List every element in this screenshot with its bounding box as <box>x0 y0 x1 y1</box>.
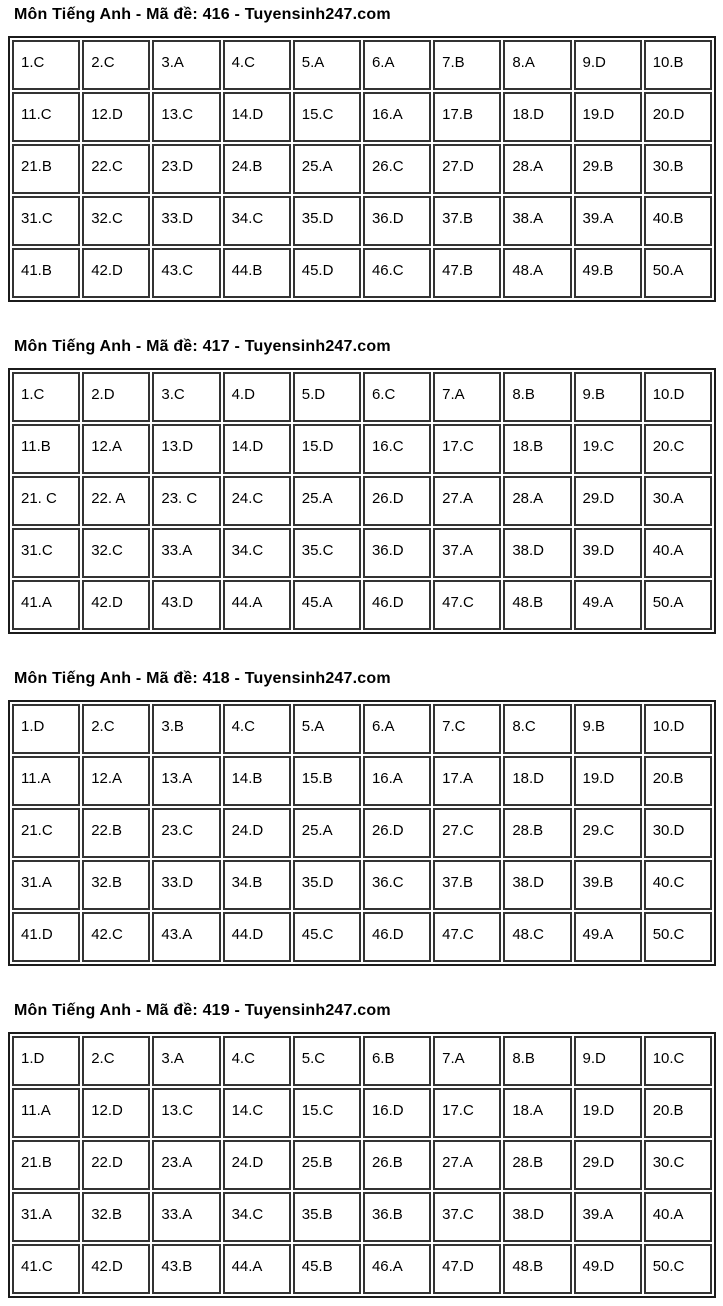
answer-cell: 15.C <box>293 92 361 142</box>
answer-cell: 50.C <box>644 1244 712 1294</box>
answer-cell: 26.C <box>363 144 431 194</box>
answer-cell: 48.C <box>503 912 571 962</box>
answer-cell: 34.C <box>223 528 291 578</box>
table-row <box>12 196 712 246</box>
section-title: Môn Tiếng Anh - Mã đề: 416 - Tuyensinh247.com <box>14 6 391 23</box>
answer-cell: 32.C <box>82 196 150 246</box>
answer-cell: 36.C <box>363 860 431 910</box>
answer-cell: 21. C <box>12 476 80 526</box>
answer-cell: 1.C <box>12 40 80 90</box>
answer-cell: 7.A <box>433 1036 501 1086</box>
answer-cell: 2.D <box>82 372 150 422</box>
answer-cell: 45.D <box>293 248 361 298</box>
section-title: Môn Tiếng Anh - Mã đề: 418 - Tuyensinh247.com <box>14 670 391 687</box>
table-row <box>12 860 712 910</box>
answer-cell: 32.B <box>82 860 150 910</box>
answer-table <box>8 700 716 966</box>
answer-cell: 42.C <box>82 912 150 962</box>
answer-cell: 7.A <box>433 372 501 422</box>
answer-cell: 35.D <box>293 860 361 910</box>
answer-cell: 46.C <box>363 248 431 298</box>
answer-cell: 18.D <box>503 92 571 142</box>
answer-cell: 42.D <box>82 248 150 298</box>
answer-cell: 47.C <box>433 912 501 962</box>
answer-cell: 12.A <box>82 424 150 474</box>
answer-cell: 46.D <box>363 580 431 630</box>
answer-cell: 22.C <box>82 144 150 194</box>
table-row <box>12 144 712 194</box>
answer-cell: 27.A <box>433 1140 501 1190</box>
answer-cell: 28.B <box>503 1140 571 1190</box>
answer-table <box>8 36 716 302</box>
table-row <box>12 528 712 578</box>
answer-cell: 1.D <box>12 1036 80 1086</box>
answer-cell: 29.C <box>574 808 642 858</box>
answer-cell: 40.A <box>644 1192 712 1242</box>
answer-cell: 13.C <box>152 92 220 142</box>
answer-cell: 14.B <box>223 756 291 806</box>
answer-cell: 33.A <box>152 1192 220 1242</box>
answer-cell: 7.B <box>433 40 501 90</box>
answer-cell: 49.B <box>574 248 642 298</box>
answer-cell: 49.D <box>574 1244 642 1294</box>
answer-cell: 3.A <box>152 1036 220 1086</box>
table-row <box>12 424 712 474</box>
answer-cell: 48.A <box>503 248 571 298</box>
answer-cell: 17.A <box>433 756 501 806</box>
answer-cell: 24.C <box>223 476 291 526</box>
answer-cell: 10.B <box>644 40 712 90</box>
answer-cell: 6.A <box>363 40 431 90</box>
answer-cell: 23.C <box>152 808 220 858</box>
answer-cell: 11.C <box>12 92 80 142</box>
answer-cell: 4.C <box>223 1036 291 1086</box>
answer-cell: 37.B <box>433 196 501 246</box>
answer-cell: 47.B <box>433 248 501 298</box>
answer-cell: 4.C <box>223 704 291 754</box>
answer-cell: 44.A <box>223 1244 291 1294</box>
answer-cell: 20.B <box>644 756 712 806</box>
answer-cell: 16.C <box>363 424 431 474</box>
answer-cell: 22.D <box>82 1140 150 1190</box>
answer-cell: 43.C <box>152 248 220 298</box>
answer-cell: 20.D <box>644 92 712 142</box>
answer-cell: 9.B <box>574 704 642 754</box>
answer-cell: 12.A <box>82 756 150 806</box>
answer-cell: 37.B <box>433 860 501 910</box>
answer-cell: 1.C <box>12 372 80 422</box>
answer-cell: 2.C <box>82 1036 150 1086</box>
table-row <box>12 248 712 298</box>
answer-cell: 20.B <box>644 1088 712 1138</box>
answer-cell: 28.A <box>503 144 571 194</box>
answer-cell: 27.A <box>433 476 501 526</box>
answer-cell: 14.D <box>223 92 291 142</box>
answer-cell: 29.D <box>574 476 642 526</box>
table-row <box>12 1244 712 1294</box>
answer-cell: 50.A <box>644 248 712 298</box>
answer-cell: 33.A <box>152 528 220 578</box>
answer-cell: 8.B <box>503 1036 571 1086</box>
answer-cell: 8.A <box>503 40 571 90</box>
answer-cell: 30.C <box>644 1140 712 1190</box>
answer-cell: 11.A <box>12 756 80 806</box>
answer-cell: 38.D <box>503 528 571 578</box>
answer-cell: 24.D <box>223 808 291 858</box>
answer-cell: 38.D <box>503 860 571 910</box>
answer-cell: 21.B <box>12 1140 80 1190</box>
answer-cell: 41.C <box>12 1244 80 1294</box>
answer-cell: 41.A <box>12 580 80 630</box>
table-row <box>12 808 712 858</box>
answer-cell: 40.C <box>644 860 712 910</box>
answer-cell: 40.B <box>644 196 712 246</box>
answer-cell: 31.C <box>12 528 80 578</box>
answer-cell: 50.C <box>644 912 712 962</box>
answer-cell: 14.D <box>223 424 291 474</box>
answer-cell: 23.A <box>152 1140 220 1190</box>
answer-cell: 3.B <box>152 704 220 754</box>
answer-cell: 24.B <box>223 144 291 194</box>
answer-cell: 42.D <box>82 1244 150 1294</box>
answer-section-419 <box>8 1000 716 1298</box>
answer-cell: 45.C <box>293 912 361 962</box>
answer-cell: 13.D <box>152 424 220 474</box>
answer-cell: 44.B <box>223 248 291 298</box>
answer-cell: 11.A <box>12 1088 80 1138</box>
answer-cell: 37.A <box>433 528 501 578</box>
answer-cell: 26.D <box>363 808 431 858</box>
answer-cell: 6.C <box>363 372 431 422</box>
answer-cell: 2.C <box>82 704 150 754</box>
answer-cell: 44.A <box>223 580 291 630</box>
answer-cell: 21.B <box>12 144 80 194</box>
answer-cell: 12.D <box>82 1088 150 1138</box>
answer-cell: 19.D <box>574 92 642 142</box>
answer-cell: 14.C <box>223 1088 291 1138</box>
answer-cell: 3.C <box>152 372 220 422</box>
answer-cell: 25.A <box>293 476 361 526</box>
answer-table-body <box>12 704 712 962</box>
answer-cell: 4.D <box>223 372 291 422</box>
answer-cell: 18.B <box>503 424 571 474</box>
answer-cell: 33.D <box>152 196 220 246</box>
answer-cell: 23. C <box>152 476 220 526</box>
table-row <box>12 1036 712 1086</box>
table-row <box>12 92 712 142</box>
answer-cell: 9.D <box>574 40 642 90</box>
answer-cell: 39.A <box>574 1192 642 1242</box>
answer-cell: 5.A <box>293 40 361 90</box>
answer-cell: 25.A <box>293 808 361 858</box>
answer-cell: 7.C <box>433 704 501 754</box>
table-row <box>12 912 712 962</box>
answer-cell: 15.D <box>293 424 361 474</box>
answer-cell: 39.B <box>574 860 642 910</box>
answer-cell: 44.D <box>223 912 291 962</box>
answer-cell: 17.C <box>433 1088 501 1138</box>
answer-cell: 12.D <box>82 92 150 142</box>
section-title: Môn Tiếng Anh - Mã đề: 419 - Tuyensinh247.com <box>14 1002 391 1019</box>
answer-table <box>8 1032 716 1298</box>
answer-cell: 27.D <box>433 144 501 194</box>
answer-cell: 45.B <box>293 1244 361 1294</box>
answer-cell: 32.C <box>82 528 150 578</box>
answer-cell: 10.C <box>644 1036 712 1086</box>
answer-cell: 43.D <box>152 580 220 630</box>
answer-cell: 37.C <box>433 1192 501 1242</box>
answer-cell: 32.B <box>82 1192 150 1242</box>
answer-cell: 38.D <box>503 1192 571 1242</box>
answer-cell: 18.A <box>503 1088 571 1138</box>
answer-cell: 43.A <box>152 912 220 962</box>
answer-cell: 46.D <box>363 912 431 962</box>
answer-section-416 <box>8 4 716 302</box>
answer-cell: 4.C <box>223 40 291 90</box>
table-row <box>12 40 712 90</box>
table-row <box>12 704 712 754</box>
answer-cell: 15.C <box>293 1088 361 1138</box>
answer-cell: 8.C <box>503 704 571 754</box>
answer-cell: 49.A <box>574 912 642 962</box>
answer-cell: 18.D <box>503 756 571 806</box>
answer-table <box>8 368 716 634</box>
answer-cell: 6.B <box>363 1036 431 1086</box>
answer-cell: 31.C <box>12 196 80 246</box>
answer-cell: 34.B <box>223 860 291 910</box>
answer-cell: 39.D <box>574 528 642 578</box>
answer-cell: 41.D <box>12 912 80 962</box>
table-row <box>12 1088 712 1138</box>
answer-cell: 28.B <box>503 808 571 858</box>
answer-cell: 34.C <box>223 1192 291 1242</box>
table-row <box>12 580 712 630</box>
answer-cell: 26.B <box>363 1140 431 1190</box>
answer-cell: 50.A <box>644 580 712 630</box>
answer-cell: 48.B <box>503 1244 571 1294</box>
answer-cell: 34.C <box>223 196 291 246</box>
answer-cell: 25.A <box>293 144 361 194</box>
table-row <box>12 1192 712 1242</box>
answer-cell: 36.B <box>363 1192 431 1242</box>
answer-table-body <box>12 372 712 630</box>
answer-cell: 19.D <box>574 756 642 806</box>
answer-cell: 25.B <box>293 1140 361 1190</box>
answer-cell: 8.B <box>503 372 571 422</box>
answer-cell: 19.D <box>574 1088 642 1138</box>
answer-cell: 30.D <box>644 808 712 858</box>
answer-section-417 <box>8 336 716 634</box>
answer-cell: 41.B <box>12 248 80 298</box>
answer-cell: 47.D <box>433 1244 501 1294</box>
table-row <box>12 1140 712 1190</box>
answer-cell: 17.C <box>433 424 501 474</box>
answer-cell: 10.D <box>644 704 712 754</box>
answer-cell: 23.D <box>152 144 220 194</box>
answer-cell: 15.B <box>293 756 361 806</box>
answer-cell: 11.B <box>12 424 80 474</box>
answer-cell: 29.B <box>574 144 642 194</box>
answer-cell: 5.A <box>293 704 361 754</box>
answer-cell: 36.D <box>363 196 431 246</box>
answer-cell: 47.C <box>433 580 501 630</box>
answer-cell: 13.A <box>152 756 220 806</box>
answer-table-body <box>12 1036 712 1294</box>
answer-cell: 35.B <box>293 1192 361 1242</box>
answer-cell: 35.C <box>293 528 361 578</box>
answer-cell: 30.B <box>644 144 712 194</box>
answer-cell: 31.A <box>12 1192 80 1242</box>
section-title: Môn Tiếng Anh - Mã đề: 417 - Tuyensinh247.com <box>14 338 391 355</box>
answer-cell: 20.C <box>644 424 712 474</box>
answer-cell: 29.D <box>574 1140 642 1190</box>
answer-cell: 40.A <box>644 528 712 578</box>
answer-cell: 16.A <box>363 92 431 142</box>
answer-cell: 5.C <box>293 1036 361 1086</box>
answer-cell: 2.C <box>82 40 150 90</box>
answer-cell: 16.D <box>363 1088 431 1138</box>
answer-cell: 10.D <box>644 372 712 422</box>
answer-section-418 <box>8 668 716 966</box>
answer-cell: 19.C <box>574 424 642 474</box>
answer-cell: 43.B <box>152 1244 220 1294</box>
answer-cell: 13.C <box>152 1088 220 1138</box>
answer-cell: 5.D <box>293 372 361 422</box>
answer-cell: 9.D <box>574 1036 642 1086</box>
answer-cell: 9.B <box>574 372 642 422</box>
answer-cell: 49.A <box>574 580 642 630</box>
answer-cell: 39.A <box>574 196 642 246</box>
answer-cell: 48.B <box>503 580 571 630</box>
answer-cell: 42.D <box>82 580 150 630</box>
answer-cell: 27.C <box>433 808 501 858</box>
table-row <box>12 476 712 526</box>
answer-cell: 22. A <box>82 476 150 526</box>
answer-cell: 45.A <box>293 580 361 630</box>
answer-cell: 3.A <box>152 40 220 90</box>
answer-cell: 30.A <box>644 476 712 526</box>
answer-cell: 38.A <box>503 196 571 246</box>
answer-cell: 46.A <box>363 1244 431 1294</box>
answer-cell: 21.C <box>12 808 80 858</box>
answer-table-body <box>12 40 712 298</box>
answer-cell: 33.D <box>152 860 220 910</box>
answer-cell: 28.A <box>503 476 571 526</box>
answer-cell: 17.B <box>433 92 501 142</box>
answer-cell: 22.B <box>82 808 150 858</box>
answer-cell: 16.A <box>363 756 431 806</box>
answer-cell: 6.A <box>363 704 431 754</box>
table-row <box>12 372 712 422</box>
answer-cell: 24.D <box>223 1140 291 1190</box>
answer-cell: 26.D <box>363 476 431 526</box>
answer-cell: 36.D <box>363 528 431 578</box>
answer-cell: 35.D <box>293 196 361 246</box>
table-row <box>12 756 712 806</box>
answer-cell: 31.A <box>12 860 80 910</box>
answer-cell: 1.D <box>12 704 80 754</box>
